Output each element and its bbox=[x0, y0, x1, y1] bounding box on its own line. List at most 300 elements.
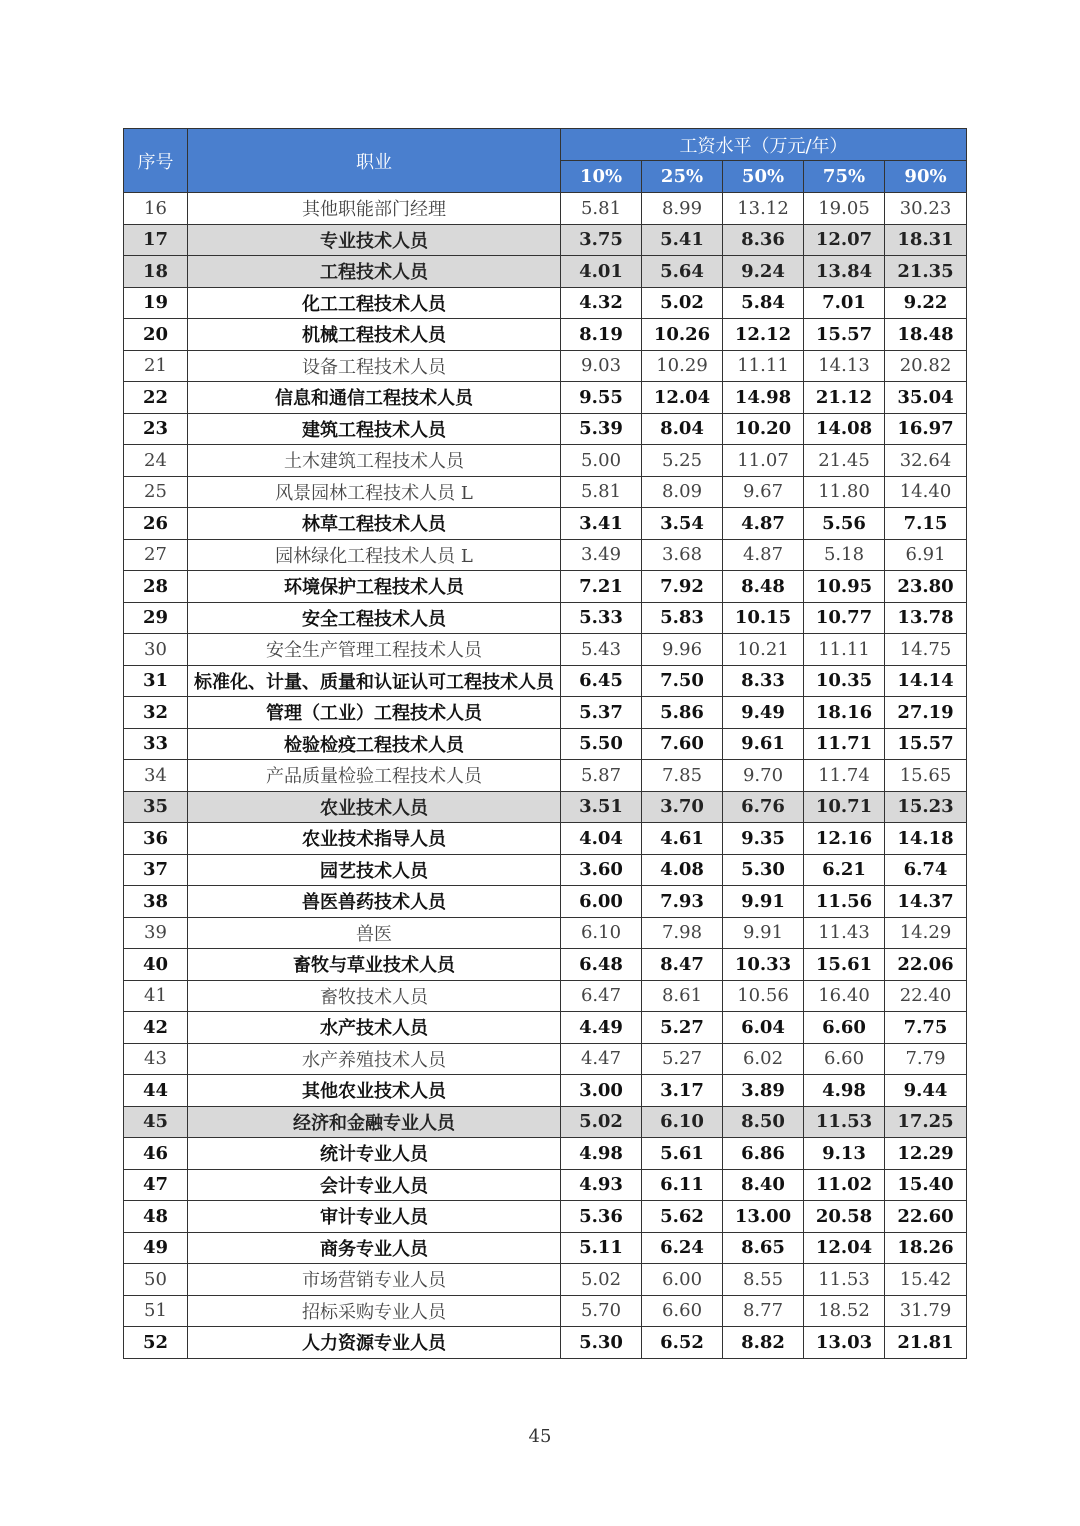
row-number: 29 bbox=[124, 602, 188, 634]
salary-p10: 4.93 bbox=[561, 1169, 642, 1201]
occupation-name: 设备工程技术人员 bbox=[188, 350, 561, 382]
row-number: 45 bbox=[124, 1106, 188, 1138]
salary-p10: 5.81 bbox=[561, 193, 642, 225]
row-number: 18 bbox=[124, 256, 188, 288]
salary-p10: 5.02 bbox=[561, 1264, 642, 1296]
occupation-name: 人力资源专业人员 bbox=[188, 1327, 561, 1359]
salary-p25: 10.26 bbox=[642, 319, 723, 351]
salary-p90: 18.26 bbox=[885, 1232, 967, 1264]
salary-p75: 11.53 bbox=[804, 1264, 885, 1296]
row-number: 43 bbox=[124, 1043, 188, 1075]
salary-p90: 20.82 bbox=[885, 350, 967, 382]
salary-p90: 7.15 bbox=[885, 508, 967, 540]
salary-p25: 9.96 bbox=[642, 634, 723, 666]
salary-p90: 27.19 bbox=[885, 697, 967, 729]
salary-p25: 5.61 bbox=[642, 1138, 723, 1170]
occupation-name: 其他职能部门经理 bbox=[188, 193, 561, 225]
salary-p75: 11.02 bbox=[804, 1169, 885, 1201]
table-row bbox=[124, 697, 967, 729]
salary-p50: 8.36 bbox=[723, 224, 804, 256]
salary-p75: 21.45 bbox=[804, 445, 885, 477]
row-number: 50 bbox=[124, 1264, 188, 1296]
salary-p25: 7.60 bbox=[642, 728, 723, 760]
table-row bbox=[124, 1264, 967, 1296]
salary-p10: 8.19 bbox=[561, 319, 642, 351]
row-number: 49 bbox=[124, 1232, 188, 1264]
salary-p90: 18.31 bbox=[885, 224, 967, 256]
row-number: 46 bbox=[124, 1138, 188, 1170]
salary-p90: 14.75 bbox=[885, 634, 967, 666]
salary-p10: 5.00 bbox=[561, 445, 642, 477]
salary-p90: 21.35 bbox=[885, 256, 967, 288]
row-number: 26 bbox=[124, 508, 188, 540]
row-number: 38 bbox=[124, 886, 188, 918]
salary-p10: 4.32 bbox=[561, 287, 642, 319]
salary-p90: 15.23 bbox=[885, 791, 967, 823]
header-salary-group: 工资水平（万元/年） bbox=[561, 129, 967, 161]
table-row bbox=[124, 823, 967, 855]
row-number: 31 bbox=[124, 665, 188, 697]
salary-p25: 7.98 bbox=[642, 917, 723, 949]
salary-p90: 7.79 bbox=[885, 1043, 967, 1075]
salary-p90: 17.25 bbox=[885, 1106, 967, 1138]
occupation-name: 风景园林工程技术人员 L bbox=[188, 476, 561, 508]
occupation-name: 农业技术指导人员 bbox=[188, 823, 561, 855]
salary-p75: 11.80 bbox=[804, 476, 885, 508]
salary-p25: 8.61 bbox=[642, 980, 723, 1012]
table-row bbox=[124, 980, 967, 1012]
salary-p25: 3.70 bbox=[642, 791, 723, 823]
salary-p25: 12.04 bbox=[642, 382, 723, 414]
salary-p25: 6.24 bbox=[642, 1232, 723, 1264]
salary-p90: 13.78 bbox=[885, 602, 967, 634]
salary-p10: 4.98 bbox=[561, 1138, 642, 1170]
table-row bbox=[124, 413, 967, 445]
salary-p10: 9.55 bbox=[561, 382, 642, 414]
table-row bbox=[124, 854, 967, 886]
salary-p50: 8.33 bbox=[723, 665, 804, 697]
salary-p50: 9.91 bbox=[723, 886, 804, 918]
occupation-name: 环境保护工程技术人员 bbox=[188, 571, 561, 603]
table-row bbox=[124, 886, 967, 918]
table-row bbox=[124, 1295, 967, 1327]
salary-p75: 19.05 bbox=[804, 193, 885, 225]
salary-p50: 13.12 bbox=[723, 193, 804, 225]
salary-p10: 4.49 bbox=[561, 1012, 642, 1044]
occupation-name: 管理（工业）工程技术人员 bbox=[188, 697, 561, 729]
salary-p75: 5.18 bbox=[804, 539, 885, 571]
salary-p10: 4.01 bbox=[561, 256, 642, 288]
salary-p25: 5.41 bbox=[642, 224, 723, 256]
salary-p25: 3.68 bbox=[642, 539, 723, 571]
salary-p25: 6.10 bbox=[642, 1106, 723, 1138]
salary-p75: 16.40 bbox=[804, 980, 885, 1012]
salary-p25: 5.27 bbox=[642, 1043, 723, 1075]
occupation-name: 安全工程技术人员 bbox=[188, 602, 561, 634]
table-row bbox=[124, 1138, 967, 1170]
row-number: 39 bbox=[124, 917, 188, 949]
table-row bbox=[124, 539, 967, 571]
header-p90: 90% bbox=[885, 161, 967, 193]
table-row bbox=[124, 319, 967, 351]
occupation-name: 水产技术人员 bbox=[188, 1012, 561, 1044]
salary-p75: 20.58 bbox=[804, 1201, 885, 1233]
table-row bbox=[124, 287, 967, 319]
salary-p10: 5.30 bbox=[561, 1327, 642, 1359]
salary-p10: 3.60 bbox=[561, 854, 642, 886]
salary-p75: 13.03 bbox=[804, 1327, 885, 1359]
salary-p75: 18.52 bbox=[804, 1295, 885, 1327]
salary-p10: 4.04 bbox=[561, 823, 642, 855]
row-number: 36 bbox=[124, 823, 188, 855]
salary-p75: 11.43 bbox=[804, 917, 885, 949]
row-number: 48 bbox=[124, 1201, 188, 1233]
occupation-name: 水产养殖技术人员 bbox=[188, 1043, 561, 1075]
salary-p75: 15.57 bbox=[804, 319, 885, 351]
salary-p50: 9.91 bbox=[723, 917, 804, 949]
salary-p50: 5.30 bbox=[723, 854, 804, 886]
salary-p10: 5.87 bbox=[561, 760, 642, 792]
salary-p25: 5.64 bbox=[642, 256, 723, 288]
salary-p75: 6.60 bbox=[804, 1043, 885, 1075]
salary-p90: 23.80 bbox=[885, 571, 967, 603]
salary-p90: 6.91 bbox=[885, 539, 967, 571]
salary-p90: 14.37 bbox=[885, 886, 967, 918]
salary-p50: 9.49 bbox=[723, 697, 804, 729]
salary-p25: 4.08 bbox=[642, 854, 723, 886]
salary-p25: 6.60 bbox=[642, 1295, 723, 1327]
row-number: 22 bbox=[124, 382, 188, 414]
salary-p75: 18.16 bbox=[804, 697, 885, 729]
salary-p50: 9.67 bbox=[723, 476, 804, 508]
salary-p50: 9.24 bbox=[723, 256, 804, 288]
salary-p90: 9.44 bbox=[885, 1075, 967, 1107]
table-row bbox=[124, 949, 967, 981]
salary-p90: 21.81 bbox=[885, 1327, 967, 1359]
salary-p90: 14.18 bbox=[885, 823, 967, 855]
row-number: 23 bbox=[124, 413, 188, 445]
salary-table bbox=[123, 128, 967, 1359]
salary-p90: 7.75 bbox=[885, 1012, 967, 1044]
table-row bbox=[124, 1169, 967, 1201]
salary-p25: 8.99 bbox=[642, 193, 723, 225]
page-number: 45 bbox=[528, 1426, 552, 1447]
row-number: 24 bbox=[124, 445, 188, 477]
row-number: 19 bbox=[124, 287, 188, 319]
row-number: 32 bbox=[124, 697, 188, 729]
salary-p10: 5.81 bbox=[561, 476, 642, 508]
table-row bbox=[124, 602, 967, 634]
salary-p75: 21.12 bbox=[804, 382, 885, 414]
occupation-name: 招标采购专业人员 bbox=[188, 1295, 561, 1327]
table-row bbox=[124, 1075, 967, 1107]
occupation-name: 会计专业人员 bbox=[188, 1169, 561, 1201]
salary-p90: 22.40 bbox=[885, 980, 967, 1012]
salary-p25: 7.93 bbox=[642, 886, 723, 918]
table-row bbox=[124, 571, 967, 603]
salary-p75: 6.60 bbox=[804, 1012, 885, 1044]
salary-p75: 12.04 bbox=[804, 1232, 885, 1264]
salary-p10: 4.47 bbox=[561, 1043, 642, 1075]
salary-p25: 3.17 bbox=[642, 1075, 723, 1107]
salary-p75: 11.53 bbox=[804, 1106, 885, 1138]
salary-p50: 4.87 bbox=[723, 539, 804, 571]
salary-p10: 6.45 bbox=[561, 665, 642, 697]
row-number: 30 bbox=[124, 634, 188, 666]
salary-p10: 5.43 bbox=[561, 634, 642, 666]
salary-p10: 5.39 bbox=[561, 413, 642, 445]
header-occupation: 职业 bbox=[188, 129, 561, 193]
salary-p10: 6.47 bbox=[561, 980, 642, 1012]
row-number: 40 bbox=[124, 949, 188, 981]
occupation-name: 化工工程技术人员 bbox=[188, 287, 561, 319]
row-number: 42 bbox=[124, 1012, 188, 1044]
salary-p10: 3.51 bbox=[561, 791, 642, 823]
row-number: 17 bbox=[124, 224, 188, 256]
salary-p50: 12.12 bbox=[723, 319, 804, 351]
row-number: 51 bbox=[124, 1295, 188, 1327]
table-row bbox=[124, 791, 967, 823]
table-row bbox=[124, 1012, 967, 1044]
occupation-name: 市场营销专业人员 bbox=[188, 1264, 561, 1296]
occupation-name: 信息和通信工程技术人员 bbox=[188, 382, 561, 414]
salary-p25: 5.27 bbox=[642, 1012, 723, 1044]
row-number: 25 bbox=[124, 476, 188, 508]
header-p75: 75% bbox=[804, 161, 885, 193]
salary-p10: 5.70 bbox=[561, 1295, 642, 1327]
salary-p25: 10.29 bbox=[642, 350, 723, 382]
salary-p75: 5.56 bbox=[804, 508, 885, 540]
occupation-name: 专业技术人员 bbox=[188, 224, 561, 256]
table-row bbox=[124, 760, 967, 792]
occupation-name: 其他农业技术人员 bbox=[188, 1075, 561, 1107]
salary-p10: 5.37 bbox=[561, 697, 642, 729]
salary-p25: 3.54 bbox=[642, 508, 723, 540]
salary-p90: 6.74 bbox=[885, 854, 967, 886]
salary-p25: 5.25 bbox=[642, 445, 723, 477]
salary-p50: 8.55 bbox=[723, 1264, 804, 1296]
salary-p25: 7.85 bbox=[642, 760, 723, 792]
salary-p75: 10.71 bbox=[804, 791, 885, 823]
salary-p25: 7.92 bbox=[642, 571, 723, 603]
occupation-name: 商务专业人员 bbox=[188, 1232, 561, 1264]
salary-p75: 12.16 bbox=[804, 823, 885, 855]
salary-p50: 8.65 bbox=[723, 1232, 804, 1264]
table-row bbox=[124, 917, 967, 949]
salary-p10: 6.00 bbox=[561, 886, 642, 918]
salary-p75: 15.61 bbox=[804, 949, 885, 981]
salary-p90: 32.64 bbox=[885, 445, 967, 477]
table-row bbox=[124, 256, 967, 288]
salary-p50: 5.84 bbox=[723, 287, 804, 319]
salary-p10: 6.10 bbox=[561, 917, 642, 949]
row-number: 34 bbox=[124, 760, 188, 792]
salary-p25: 5.02 bbox=[642, 287, 723, 319]
occupation-name: 审计专业人员 bbox=[188, 1201, 561, 1233]
salary-p75: 14.08 bbox=[804, 413, 885, 445]
salary-p50: 10.15 bbox=[723, 602, 804, 634]
occupation-name: 机械工程技术人员 bbox=[188, 319, 561, 351]
table-header bbox=[124, 129, 967, 193]
occupation-name: 标准化、计量、质量和认证认可工程技术人员 bbox=[188, 665, 561, 697]
row-number: 37 bbox=[124, 854, 188, 886]
header-p25: 25% bbox=[642, 161, 723, 193]
salary-p25: 8.47 bbox=[642, 949, 723, 981]
salary-p50: 8.82 bbox=[723, 1327, 804, 1359]
occupation-name: 园艺技术人员 bbox=[188, 854, 561, 886]
salary-p90: 15.65 bbox=[885, 760, 967, 792]
table-row bbox=[124, 1201, 967, 1233]
salary-p50: 9.61 bbox=[723, 728, 804, 760]
salary-p90: 30.23 bbox=[885, 193, 967, 225]
salary-p10: 7.21 bbox=[561, 571, 642, 603]
salary-p90: 14.14 bbox=[885, 665, 967, 697]
table-row bbox=[124, 476, 967, 508]
salary-p50: 11.11 bbox=[723, 350, 804, 382]
table-body bbox=[124, 193, 967, 1359]
salary-p90: 12.29 bbox=[885, 1138, 967, 1170]
salary-p50: 6.04 bbox=[723, 1012, 804, 1044]
salary-p10: 5.36 bbox=[561, 1201, 642, 1233]
table-row bbox=[124, 1327, 967, 1359]
salary-p25: 4.61 bbox=[642, 823, 723, 855]
table-row bbox=[124, 508, 967, 540]
salary-p75: 11.71 bbox=[804, 728, 885, 760]
table-row bbox=[124, 224, 967, 256]
salary-p75: 11.11 bbox=[804, 634, 885, 666]
salary-p10: 5.02 bbox=[561, 1106, 642, 1138]
occupation-name: 兽医 bbox=[188, 917, 561, 949]
table-row bbox=[124, 1043, 967, 1075]
row-number: 47 bbox=[124, 1169, 188, 1201]
salary-p75: 11.56 bbox=[804, 886, 885, 918]
salary-p50: 4.87 bbox=[723, 508, 804, 540]
salary-p75: 10.77 bbox=[804, 602, 885, 634]
row-number: 27 bbox=[124, 539, 188, 571]
salary-p75: 7.01 bbox=[804, 287, 885, 319]
salary-p50: 6.86 bbox=[723, 1138, 804, 1170]
salary-p10: 3.49 bbox=[561, 539, 642, 571]
salary-p50: 11.07 bbox=[723, 445, 804, 477]
salary-p90: 22.06 bbox=[885, 949, 967, 981]
occupation-name: 园林绿化工程技术人员 L bbox=[188, 539, 561, 571]
salary-p75: 4.98 bbox=[804, 1075, 885, 1107]
salary-p50: 8.77 bbox=[723, 1295, 804, 1327]
salary-p90: 35.04 bbox=[885, 382, 967, 414]
row-number: 20 bbox=[124, 319, 188, 351]
occupation-name: 统计专业人员 bbox=[188, 1138, 561, 1170]
salary-p50: 8.50 bbox=[723, 1106, 804, 1138]
salary-p10: 3.75 bbox=[561, 224, 642, 256]
salary-p25: 8.09 bbox=[642, 476, 723, 508]
occupation-name: 林草工程技术人员 bbox=[188, 508, 561, 540]
salary-p50: 10.56 bbox=[723, 980, 804, 1012]
salary-p75: 9.13 bbox=[804, 1138, 885, 1170]
row-number: 41 bbox=[124, 980, 188, 1012]
salary-p90: 15.57 bbox=[885, 728, 967, 760]
salary-p75: 12.07 bbox=[804, 224, 885, 256]
salary-p75: 11.74 bbox=[804, 760, 885, 792]
row-number: 44 bbox=[124, 1075, 188, 1107]
salary-p10: 3.41 bbox=[561, 508, 642, 540]
row-number: 52 bbox=[124, 1327, 188, 1359]
salary-p10: 6.48 bbox=[561, 949, 642, 981]
occupation-name: 畜牧与草业技术人员 bbox=[188, 949, 561, 981]
salary-p50: 13.00 bbox=[723, 1201, 804, 1233]
salary-p90: 16.97 bbox=[885, 413, 967, 445]
salary-p90: 14.40 bbox=[885, 476, 967, 508]
salary-p90: 31.79 bbox=[885, 1295, 967, 1327]
salary-p50: 10.20 bbox=[723, 413, 804, 445]
salary-p75: 6.21 bbox=[804, 854, 885, 886]
salary-p50: 8.48 bbox=[723, 571, 804, 603]
occupation-name: 产品质量检验工程技术人员 bbox=[188, 760, 561, 792]
table-row bbox=[124, 382, 967, 414]
occupation-name: 经济和金融专业人员 bbox=[188, 1106, 561, 1138]
table-row bbox=[124, 445, 967, 477]
salary-p10: 9.03 bbox=[561, 350, 642, 382]
table-row bbox=[124, 193, 967, 225]
salary-p75: 10.35 bbox=[804, 665, 885, 697]
salary-p25: 6.52 bbox=[642, 1327, 723, 1359]
salary-p90: 18.48 bbox=[885, 319, 967, 351]
table-row bbox=[124, 728, 967, 760]
salary-p50: 6.02 bbox=[723, 1043, 804, 1075]
table-row bbox=[124, 665, 967, 697]
salary-p10: 5.50 bbox=[561, 728, 642, 760]
salary-p10: 3.00 bbox=[561, 1075, 642, 1107]
occupation-name: 检验检疫工程技术人员 bbox=[188, 728, 561, 760]
salary-p90: 15.40 bbox=[885, 1169, 967, 1201]
salary-p50: 8.40 bbox=[723, 1169, 804, 1201]
salary-p10: 5.11 bbox=[561, 1232, 642, 1264]
occupation-name: 工程技术人员 bbox=[188, 256, 561, 288]
header-p10: 10% bbox=[561, 161, 642, 193]
header-seq: 序号 bbox=[124, 129, 188, 193]
salary-p25: 5.83 bbox=[642, 602, 723, 634]
table-row bbox=[124, 350, 967, 382]
occupation-name: 建筑工程技术人员 bbox=[188, 413, 561, 445]
salary-p50: 10.21 bbox=[723, 634, 804, 666]
salary-p50: 9.70 bbox=[723, 760, 804, 792]
salary-p25: 6.00 bbox=[642, 1264, 723, 1296]
salary-p90: 22.60 bbox=[885, 1201, 967, 1233]
salary-p10: 5.33 bbox=[561, 602, 642, 634]
table-row bbox=[124, 634, 967, 666]
salary-p90: 9.22 bbox=[885, 287, 967, 319]
occupation-name: 畜牧技术人员 bbox=[188, 980, 561, 1012]
salary-p25: 5.62 bbox=[642, 1201, 723, 1233]
salary-p75: 13.84 bbox=[804, 256, 885, 288]
occupation-name: 农业技术人员 bbox=[188, 791, 561, 823]
salary-p25: 8.04 bbox=[642, 413, 723, 445]
salary-p90: 14.29 bbox=[885, 917, 967, 949]
occupation-name: 兽医兽药技术人员 bbox=[188, 886, 561, 918]
salary-p75: 14.13 bbox=[804, 350, 885, 382]
salary-p50: 3.89 bbox=[723, 1075, 804, 1107]
salary-p50: 10.33 bbox=[723, 949, 804, 981]
occupation-name: 土木建筑工程技术人员 bbox=[188, 445, 561, 477]
row-number: 33 bbox=[124, 728, 188, 760]
row-number: 16 bbox=[124, 193, 188, 225]
salary-p25: 7.50 bbox=[642, 665, 723, 697]
salary-p25: 5.86 bbox=[642, 697, 723, 729]
table-row bbox=[124, 1232, 967, 1264]
row-number: 35 bbox=[124, 791, 188, 823]
salary-p25: 6.11 bbox=[642, 1169, 723, 1201]
salary-p90: 15.42 bbox=[885, 1264, 967, 1296]
salary-p50: 14.98 bbox=[723, 382, 804, 414]
